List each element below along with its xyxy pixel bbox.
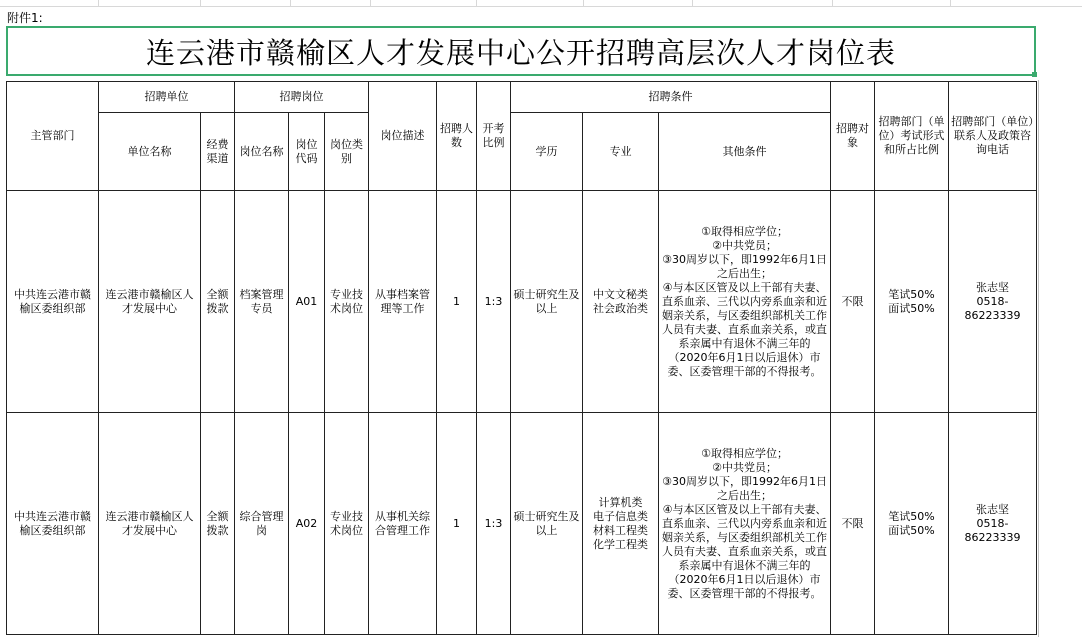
header-post-group: 招聘岗位 [235,82,369,113]
contact-name: 张志坚 [976,502,1010,516]
header-major: 专业 [583,113,659,191]
header-row-1 [7,82,1037,113]
header-ratio: 开考比例 [477,82,511,191]
post-code-cell: A02 [289,413,325,635]
education-cell: 硕士研究生及以上 [511,191,583,413]
contact-cell [949,191,1037,413]
unit-name-cell: 连云港市赣榆区人才发展中心 [99,191,201,413]
other-conditions-cell: ①取得相应学位； ②中共党员； ③30周岁以下，即1992年6月1日之后出生； ④与本区区管及以上干部有夫妻、直系血亲、三代以内旁系血亲和近姻亲关系，与区委组织部机关工作人员有夫妻、直系血亲关系，或直系亲属中有退休不满三年的（2020年6月1日以后退休）市委、区委管理干部的不得报考。 [659,413,831,635]
header-post-name: 岗位名称 [235,113,289,191]
header-contact: 招聘部门（单位）联系人及政策咨询电话 [949,82,1037,191]
exam-cell: 笔试50% 面试50% [875,413,949,635]
table-row [7,191,1037,413]
ratio-cell: 1:3 [477,191,511,413]
unit-name-cell: 连云港市赣榆区人才发展中心 [99,413,201,635]
selection-fill-handle[interactable] [1032,72,1037,77]
contact-name: 张志坚 [976,280,1010,294]
header-education: 学历 [511,113,583,191]
funding-cell: 全额拨款 [201,413,235,635]
spreadsheet-column-strip [0,0,1082,7]
education-cell: 硕士研究生及以上 [511,413,583,635]
post-type-cell: 专业技术岗位 [325,191,369,413]
post-name-cell: 档案管理专员 [235,191,289,413]
count-cell: 1 [437,191,477,413]
header-count: 招聘人数 [437,82,477,191]
post-desc-cell: 从事档案管理等工作 [369,191,437,413]
post-code-cell: A01 [289,191,325,413]
recruitment-table [6,81,1037,635]
table-row [7,413,1037,635]
page-title: 连云港市赣榆区人才发展中心公开招聘高层次人才岗位表 [145,35,896,70]
exam-cell: 笔试50% 面试50% [875,191,949,413]
sheet-edge-divider [1038,80,1039,637]
header-funding: 经费渠道 [201,113,235,191]
header-other: 其他条件 [659,113,831,191]
major-cell: 计算机类 电子信息类 材料工程类 化学工程类 [583,413,659,635]
contact-cell [949,413,1037,635]
post-desc-cell: 从事机关综合管理工作 [369,413,437,635]
dept-cell: 中共连云港市赣榆区委组织部 [7,413,99,635]
funding-cell: 全额拨款 [201,191,235,413]
header-post-desc: 岗位描述 [369,82,437,191]
header-cond-group: 招聘条件 [511,82,831,113]
post-type-cell: 专业技术岗位 [325,413,369,635]
dept-cell: 中共连云港市赣榆区委组织部 [7,191,99,413]
header-unit-name: 单位名称 [99,113,201,191]
header-target: 招聘对象 [831,82,875,191]
header-exam: 招聘部门（单位）考试形式和所占比例 [875,82,949,191]
contact-phone: 0518-86223339 [964,516,1021,544]
header-post-code: 岗位代码 [289,113,325,191]
post-name-cell: 综合管理岗 [235,413,289,635]
selected-title-cell[interactable] [6,26,1036,76]
header-dept: 主管部门 [7,82,99,191]
other-conditions-cell: ①取得相应学位； ②中共党员； ③30周岁以下，即1992年6月1日之后出生； ④与本区区管及以上干部有夫妻、直系血亲、三代以内旁系血亲和近姻亲关系，与区委组织部机关工作人员有夫妻、直系血亲关系，或直系亲属中有退休不满三年的（2020年6月1日以后退休）市委、区委管理干部的不得报考。 [659,191,831,413]
ratio-cell: 1:3 [477,413,511,635]
target-cell: 不限 [831,413,875,635]
target-cell: 不限 [831,191,875,413]
major-cell: 中文文秘类 社会政治类 [583,191,659,413]
count-cell: 1 [437,413,477,635]
header-post-type: 岗位类别 [325,113,369,191]
contact-phone: 0518-86223339 [964,294,1021,322]
attachment-label: 附件1: [7,11,43,25]
header-unit-group: 招聘单位 [99,82,235,113]
